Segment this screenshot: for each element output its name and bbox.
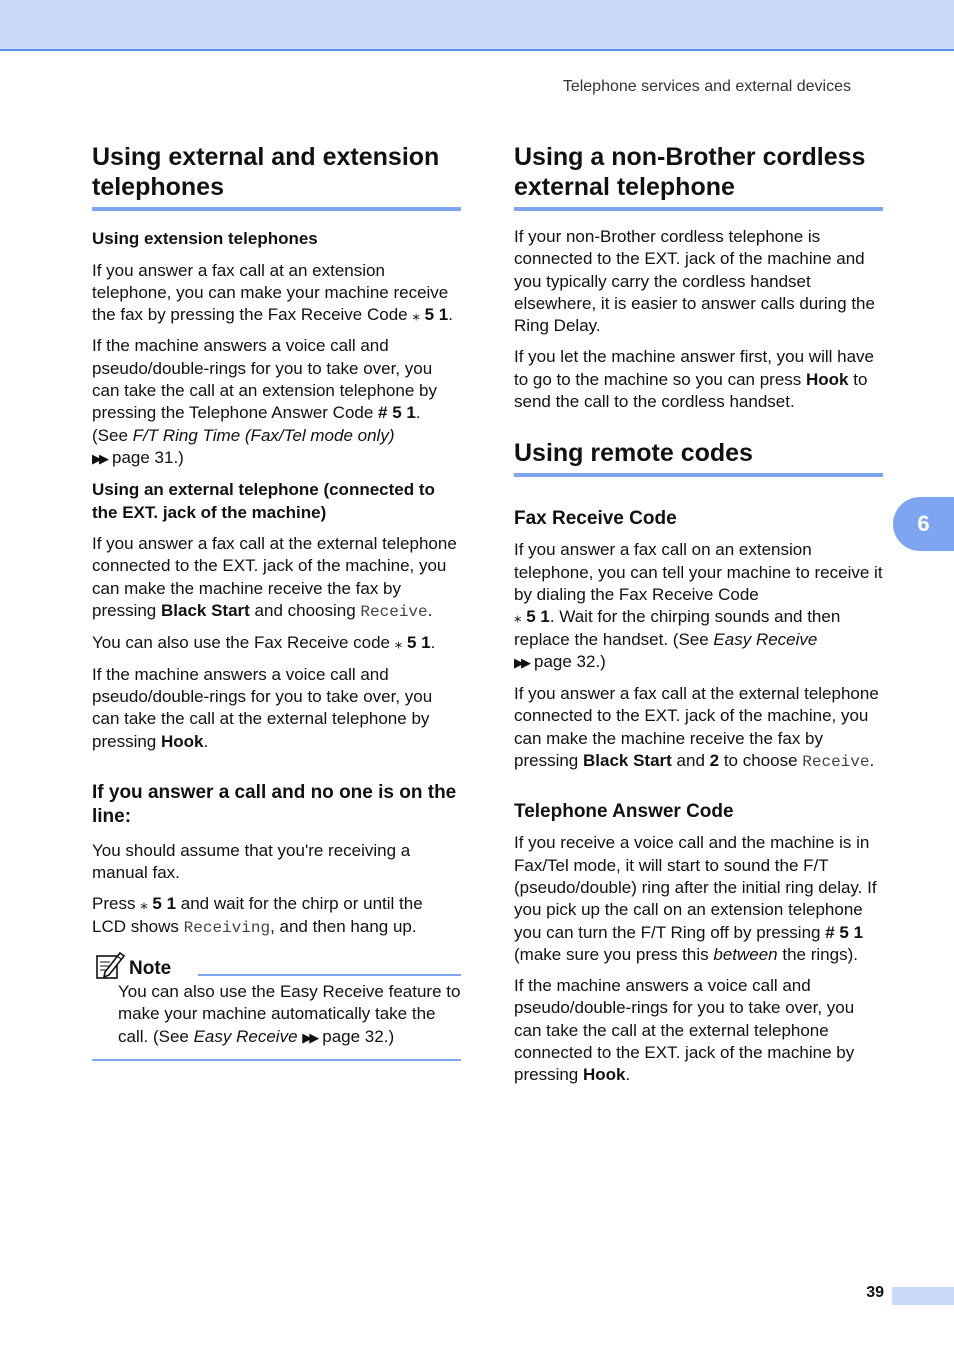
chapter-tab: 6: [893, 497, 954, 551]
running-header: Telephone services and external devices: [562, 78, 851, 95]
paragraph: You should assume that you're receiving a manual fax.: [92, 840, 411, 883]
heading-external-extension: Using external and extension telephones: [92, 142, 461, 211]
paragraph: If you answer a fax call on an extension telephone, you can tell your machine to receive it by dialing the Fax Receive Code ⁎ 5 1. Wait for the chirping sounds and then replace the handset. (See Easy Receive ▶▶ page 32.): [514, 540, 883, 671]
key-label: Black Start: [160, 601, 250, 621]
note-box: [92, 953, 461, 1061]
key-label: Black Start: [582, 751, 672, 771]
paragraph: If the machine answers a voice call and pseudo/double-rings for you to take over, you can take the call at an extension telephone by pressing the Telephone Answer Code # 5 1. (See F/T Ring Time (Fax/Tel mode only) ▶▶ page 31.): [92, 336, 437, 467]
note-header: [92, 953, 461, 981]
page-number-bar: [892, 1287, 954, 1305]
left-column: [92, 142, 461, 1061]
star-key-icon: ⁎: [514, 608, 522, 627]
star-key-icon: ⁎: [412, 306, 420, 325]
page-number: 39: [866, 1284, 884, 1301]
note-text: You can also use the Easy Receive feature to make your machine automatically take the call. (See Easy Receive ▶▶ page 32.): [118, 982, 461, 1046]
note-body: [92, 981, 461, 1049]
paragraph: If you answer a fax call at the external telephone connected to the EXT. jack of the machine, you can make the machine receive the fax by pressing Black Start and 2 to choose Receive.: [514, 684, 879, 772]
lcd-text: Receive: [802, 753, 870, 772]
key-label: Hook: [582, 1065, 626, 1085]
paragraph: If your non-Brother cordless telephone is connected to the EXT. jack of the machine and you typically carry the cordless handset elsewhere, it is easier to answer calls during the Ring Delay.: [514, 227, 875, 336]
paragraph: Press ⁎ 5 1 and wait for the chirp or until the LCD shows Receiving, and then hang up.: [92, 894, 423, 937]
heading-telephone-answer-code: Telephone Answer Code: [514, 801, 734, 823]
lcd-text: Receive: [360, 603, 428, 622]
double-arrow-icon: ▶▶: [514, 654, 528, 670]
heading-remote-codes: Using remote codes: [514, 438, 883, 477]
note-pencil-icon: [95, 950, 125, 980]
paragraph: If the machine answers a voice call and pseudo/double-rings for you to take over, you can take the call at the external telephone by pressing Hook.: [92, 664, 433, 751]
cross-reference: F/T Ring Time (Fax/Tel mode only): [132, 425, 395, 445]
top-banner: [0, 0, 954, 51]
right-column: [514, 142, 883, 1087]
double-arrow-icon: ▶▶: [92, 450, 106, 466]
heading-fax-receive-code: Fax Receive Code: [514, 508, 677, 530]
key-label: Hook: [806, 369, 849, 389]
key-label: 2: [709, 751, 720, 771]
star-key-icon: ⁎: [140, 895, 148, 914]
heading-non-brother-cordless: Using a non-Brother cordless external telephone: [514, 142, 883, 211]
note-rule: [198, 974, 461, 976]
star-key-icon: ⁎: [394, 634, 403, 653]
paragraph: If you answer a fax call at the external telephone connected to the EXT. jack of the machine, you can make the machine receive the fax by pressing Black Start and choosing Receive.: [92, 534, 457, 622]
paragraph: If the machine answers a voice call and pseudo/double-rings for you to take over, you can take the call at the external telephone connected to the EXT. jack of the machine by pressing Hook.: [514, 976, 855, 1085]
heading-no-one-on-line: If you answer a call and no one is on the line:: [92, 781, 457, 827]
paragraph: You can also use the Fax Receive code ⁎ 5 1.: [92, 633, 436, 653]
key-label: Hook: [160, 731, 204, 751]
paragraph: If you answer a fax call at an extension telephone, you can make your machine receive the fax by pressing the Fax Receive Code ⁎ 5 1.: [92, 260, 453, 325]
heading-extension-telephones: Using extension telephones: [92, 229, 318, 248]
cross-reference: Easy Receive: [713, 629, 818, 649]
heading-external-telephone: Using an external telephone (connected to the EXT. jack of the machine): [92, 480, 435, 522]
paragraph: If you let the machine answer first, you will have to go to the machine so you can press Hook to send the call to the cordless handset.: [514, 347, 874, 412]
cross-reference: Easy Receive: [193, 1026, 298, 1046]
note-label: Note: [129, 958, 172, 980]
lcd-text: Receiving: [183, 918, 271, 937]
double-arrow-icon: ▶▶: [302, 1029, 317, 1045]
paragraph: If you receive a voice call and the machine is in Fax/Tel mode, it will start to sound the F/T (pseudo/double) ring after the initial ring delay. If you pick up the call on an extension telephone you can turn the F/T Ring off by pressing # 5 1 (make sure you press this between the rings).: [514, 833, 877, 964]
